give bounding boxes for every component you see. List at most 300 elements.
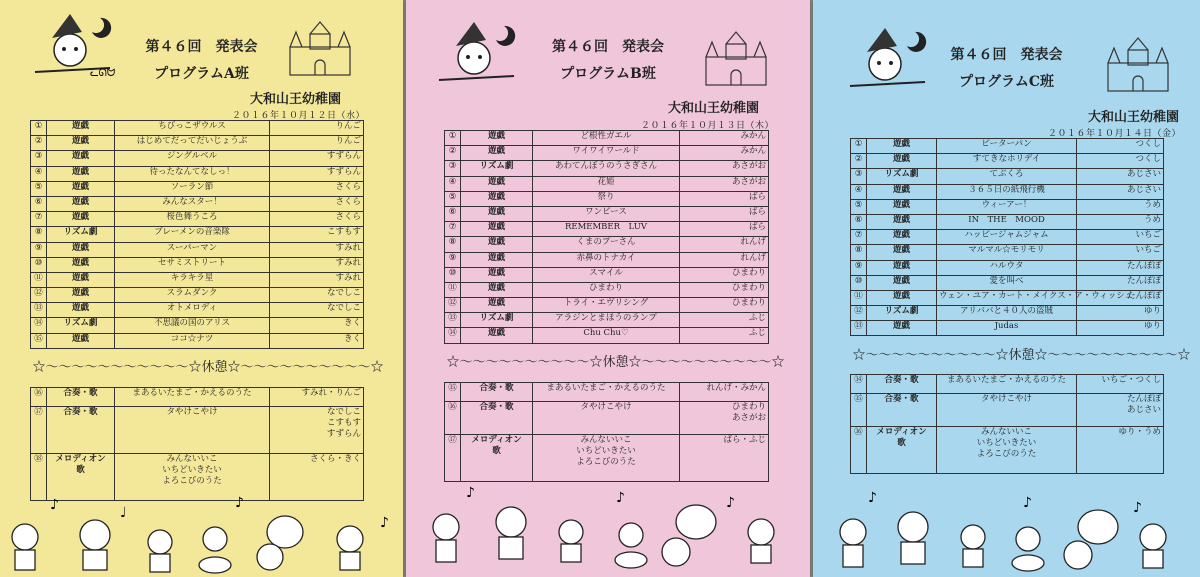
title-line: まあるいたまご・かえるのうた: [946, 375, 1066, 386]
program-row: [851, 245, 1164, 260]
class-line: ゆり・うめ: [1118, 427, 1161, 438]
svg-text:♪: ♪: [726, 495, 735, 511]
performance-type: 遊戯: [867, 260, 937, 275]
performance-type: 遊戯: [867, 214, 937, 229]
performance-title: ハッピージャムジャム: [937, 230, 1077, 245]
performance-type: 遊戯: [47, 212, 115, 227]
program-sheet-b: [406, 0, 810, 577]
break-row: [31, 348, 364, 387]
item-number: ②: [851, 154, 867, 169]
performance-title: [533, 382, 680, 401]
class-name: さくら: [270, 212, 364, 227]
break-text: ☆～～～～～～～～～～☆休憩☆～～～～～～～～～～☆: [446, 355, 785, 371]
performance-title: Judas: [937, 321, 1077, 336]
school-name: 大和山王幼稚園: [668, 101, 760, 116]
program-row: [851, 275, 1164, 290]
performance-type: リズム劇: [47, 227, 115, 242]
class-name: さくら: [270, 196, 364, 211]
item-number: ④: [445, 176, 461, 191]
performance-type: 遊戯: [461, 131, 533, 146]
class-name: さくら: [270, 181, 364, 196]
performance-title: トライ・エヴリシング: [533, 298, 680, 313]
performance-title: てぶくろ: [937, 169, 1077, 184]
performance-title: IN THE MOOD: [937, 214, 1077, 229]
class-name: りんご: [270, 121, 364, 136]
item-number: ⑮: [445, 382, 461, 401]
program-subtitle: プログラムA班: [154, 66, 249, 82]
class-name: れんげ: [680, 252, 769, 267]
class-name: あじさい: [1077, 184, 1164, 199]
program-row: [31, 406, 364, 453]
program-row: [445, 267, 769, 282]
class-line: ばら・ふじ: [723, 434, 766, 445]
class-name: りんご: [270, 136, 364, 151]
class-name: なでしこ: [270, 288, 364, 303]
svg-text:♪: ♪: [380, 515, 389, 531]
svg-text:♪: ♪: [616, 490, 625, 506]
title-line: まあるいたまご・かえるのうた: [132, 387, 252, 398]
class-name: こすもす: [270, 227, 364, 242]
performance-title: ウェン・ユア・カート・メイクス・ア・ウィッシュ: [937, 290, 1077, 305]
item-number: ⑫: [31, 288, 47, 303]
performance-title: 赤鼻のトナカイ: [533, 252, 680, 267]
performance-type: 遊戯: [47, 196, 115, 211]
performance-title: ジングルベル: [115, 151, 270, 166]
class-name: ひまわり: [680, 298, 769, 313]
item-number: ⑧: [31, 227, 47, 242]
performance-title: ピーターパン: [937, 139, 1077, 154]
item-number: ⑥: [31, 196, 47, 211]
program-row: [445, 328, 769, 343]
break-row: [851, 336, 1164, 375]
title-line: まあるいたまご・かえるのうた: [546, 382, 666, 393]
item-number: ⑪: [851, 290, 867, 305]
class-line: こすもす: [326, 417, 361, 428]
program-row: [445, 237, 769, 252]
item-number: ④: [31, 166, 47, 181]
program-row: [445, 401, 769, 434]
item-number: ⑦: [31, 212, 47, 227]
program-date: ２０１６年１０月１２日（水）: [232, 111, 366, 121]
item-number: ⑫: [445, 298, 461, 313]
class-name: ふじ: [680, 328, 769, 343]
class-name: [680, 382, 769, 401]
performance-title: ウィーアー！: [937, 199, 1077, 214]
svg-text:♪: ♪: [1133, 500, 1142, 516]
title-line: いちどいきたい: [976, 438, 1037, 449]
marching-band-icon: [813, 467, 1200, 577]
item-number: ⑬: [445, 313, 461, 328]
class-name: [270, 387, 364, 406]
class-name: [680, 401, 769, 434]
break-text: ☆～～～～～～～～～～～☆休憩☆～～～～～～～～～～☆: [32, 360, 384, 376]
program-row: [445, 176, 769, 191]
marching-band-icon: [406, 467, 810, 577]
class-name: たんぽぽ: [1077, 275, 1164, 290]
class-name: [1077, 394, 1164, 427]
program-sheet-a: [0, 0, 403, 577]
class-name: れんげ: [680, 237, 769, 252]
program-row: [445, 298, 769, 313]
performance-type: 遊戯: [867, 184, 937, 199]
item-number: ③: [31, 151, 47, 166]
class-name: いちご: [1077, 230, 1164, 245]
program-row: [445, 146, 769, 161]
class-line: あじさい: [1126, 405, 1161, 416]
program-row: [31, 257, 364, 272]
item-number: ⑨: [31, 242, 47, 257]
item-number: ⑰: [31, 406, 47, 453]
class-line: すずらん: [326, 428, 361, 439]
item-number: ⑬: [851, 321, 867, 336]
item-number: ②: [31, 136, 47, 151]
title-line: みんないいこ: [580, 434, 632, 445]
class-name: みかん: [680, 131, 769, 146]
item-number: ⑪: [31, 272, 47, 287]
performance-title: [533, 401, 680, 434]
item-number: ⑥: [445, 206, 461, 221]
class-name: すみれ: [270, 257, 364, 272]
program-row: [445, 252, 769, 267]
class-name: うめ: [1077, 199, 1164, 214]
program-row: [31, 151, 364, 166]
event-title: 第４６回 発表会: [950, 47, 1063, 63]
performance-type: 遊戯: [461, 191, 533, 206]
item-number: ⑩: [851, 275, 867, 290]
item-number: ⑥: [851, 214, 867, 229]
program-sheet-c: [813, 0, 1200, 577]
title-line: よろこびのうた: [576, 456, 636, 467]
class-name: [1077, 375, 1164, 394]
program-row: [445, 206, 769, 221]
program-row: [445, 191, 769, 206]
performance-title: ひまわり: [533, 282, 680, 297]
item-number: ⑪: [445, 282, 461, 297]
title-line: タやけこやけ: [580, 401, 632, 412]
class-name: ひまわり: [680, 282, 769, 297]
performance-title: ブレーメンの音楽隊: [115, 227, 270, 242]
item-number: ②: [445, 146, 461, 161]
break-text: ☆～～～～～～～～～～☆休憩☆～～～～～～～～～～☆: [852, 347, 1191, 363]
program-row: [31, 166, 364, 181]
performance-type: 遊戯: [461, 282, 533, 297]
item-number: ⑦: [851, 230, 867, 245]
item-number: ⑤: [445, 191, 461, 206]
item-number: ③: [851, 169, 867, 184]
performance-title: マルマル☆モリモリ: [937, 245, 1077, 260]
class-name: ふじ: [680, 313, 769, 328]
program-row: [445, 222, 769, 237]
performance-title: スマイル: [533, 267, 680, 282]
program-row: [31, 196, 364, 211]
performance-type: 遊戯: [47, 272, 115, 287]
break-row: [445, 343, 769, 382]
class-line: すみれ・りんご: [301, 387, 361, 398]
class-name: ばら: [680, 191, 769, 206]
class-name: あじさい: [1077, 169, 1164, 184]
performance-type: 遊戯: [47, 166, 115, 181]
performance-title: Chu Chu♡: [533, 328, 680, 343]
item-number: ⑯: [445, 401, 461, 434]
performance-title: セサミストリート: [115, 257, 270, 272]
performance-type: 遊戯: [47, 121, 115, 136]
item-number: ⑧: [851, 245, 867, 260]
class-name: つくし: [1077, 139, 1164, 154]
program-subtitle: プログラムB班: [560, 66, 656, 82]
program-row: [851, 306, 1164, 321]
performance-type: 合奏・歌: [47, 406, 115, 453]
performance-title: すてきなホリデイ: [937, 154, 1077, 169]
performance-title: ココ☆ナツ: [115, 333, 270, 348]
performance-type: 遊戯: [461, 267, 533, 282]
performance-type: 遊戯: [867, 139, 937, 154]
item-number: ⑯: [851, 427, 867, 474]
performance-title: 愛を叫べ: [937, 275, 1077, 290]
performance-title: アリババと４０人の盗賊: [937, 306, 1077, 321]
performance-title: ワイワイワールド: [533, 146, 680, 161]
performance-title: ハルウタ: [937, 260, 1077, 275]
performance-type: 遊戯: [47, 303, 115, 318]
performance-title: あわてんぼうのうさぎさん: [533, 161, 680, 176]
item-number: ①: [31, 121, 47, 136]
performance-type: 遊戯: [47, 151, 115, 166]
item-number: ⑩: [31, 257, 47, 272]
performance-title: 不思議の国のアリス: [115, 318, 270, 333]
event-title: 第４６回 発表会: [145, 39, 258, 55]
class-name: つくし: [1077, 154, 1164, 169]
svg-text:ᓚᘏᗢ: ᓚᘏᗢ: [90, 68, 116, 79]
program-table: [444, 130, 785, 482]
performance-title: ３６５日の紙飛行機: [937, 184, 1077, 199]
performance-type: リズム劇: [867, 169, 937, 184]
performance-title: REMEMBER LUV: [533, 222, 680, 237]
performance-type: 遊戯: [867, 290, 937, 305]
performance-type: 遊戯: [461, 206, 533, 221]
performance-type: メロディオン 歌: [47, 453, 115, 500]
svg-text:♩: ♩: [120, 505, 127, 521]
program-row: [851, 260, 1164, 275]
performance-type: 遊戯: [867, 230, 937, 245]
program-row: [851, 214, 1164, 229]
program-row: [31, 333, 364, 348]
performance-title: みんなスター！: [115, 196, 270, 211]
item-number: ⑨: [445, 252, 461, 267]
program-row: [851, 139, 1164, 154]
performance-type: 遊戯: [867, 199, 937, 214]
program-row: [445, 282, 769, 297]
class-name: たんぽぽ: [1077, 260, 1164, 275]
class-name: ゆり: [1077, 306, 1164, 321]
performance-type: 遊戯: [47, 257, 115, 272]
performance-type: 遊戯: [47, 333, 115, 348]
item-number: ⑰: [445, 434, 461, 481]
class-name: ゆり: [1077, 321, 1164, 336]
performance-type: メロディオン 歌: [867, 427, 937, 474]
class-name: すずらん: [270, 151, 364, 166]
class-name: すみれ: [270, 272, 364, 287]
svg-text:♪: ♪: [235, 495, 244, 511]
performance-type: メロディオン 歌: [461, 434, 533, 481]
item-number: ③: [445, 161, 461, 176]
title-line: いちどいきたい: [576, 445, 636, 456]
class-name: きく: [270, 333, 364, 348]
performance-title: くまのプーさん: [533, 237, 680, 252]
performance-type: 遊戯: [867, 245, 937, 260]
program-row: [31, 242, 364, 257]
class-name: ばら: [680, 222, 769, 237]
program-row: [31, 272, 364, 287]
performance-title: [937, 394, 1077, 427]
class-line: さくら・きく: [309, 453, 361, 464]
performance-type: 遊戯: [47, 136, 115, 151]
performance-title: はじめてだってだいじょうぶ: [115, 136, 270, 151]
class-line: れんげ・みかん: [706, 382, 766, 393]
item-number: ①: [851, 139, 867, 154]
program-row: [851, 230, 1164, 245]
item-number: ⑯: [31, 387, 47, 406]
performance-title: アラジンとまほうのランプ: [533, 313, 680, 328]
program-row: [31, 227, 364, 242]
performance-title: [115, 387, 270, 406]
performance-type: 合奏・歌: [867, 375, 937, 394]
performance-type: リズム劇: [461, 313, 533, 328]
item-number: ⑭: [851, 375, 867, 394]
performance-title: ソーラン節: [115, 181, 270, 196]
program-table: [30, 120, 384, 501]
performance-type: 遊戯: [461, 146, 533, 161]
program-row: [31, 136, 364, 151]
title-line: よろこびのうた: [162, 475, 222, 486]
class-name: あさがお: [680, 161, 769, 176]
item-number: ⑱: [31, 453, 47, 500]
item-number: ⑮: [851, 394, 867, 427]
svg-text:♪: ♪: [50, 497, 59, 513]
class-name: ばら: [680, 206, 769, 221]
performance-type: 遊戯: [461, 328, 533, 343]
performance-title: スラムダンク: [115, 288, 270, 303]
performance-type: 遊戯: [461, 252, 533, 267]
program-row: [851, 321, 1164, 336]
performance-type: 遊戯: [461, 298, 533, 313]
program-table: [850, 138, 1191, 474]
performance-type: 遊戯: [867, 275, 937, 290]
program-row: [851, 169, 1164, 184]
class-name: みかん: [680, 146, 769, 161]
class-name: たんぽぽ: [1077, 290, 1164, 305]
program-row: [851, 290, 1164, 305]
class-name: なでしこ: [270, 303, 364, 318]
program-row: [31, 121, 364, 136]
item-number: ①: [445, 131, 461, 146]
performance-type: リズム劇: [47, 318, 115, 333]
program-row: [31, 303, 364, 318]
performance-type: 合奏・歌: [461, 382, 533, 401]
class-line: あさがお: [731, 412, 766, 423]
performance-title: スーパーマン: [115, 242, 270, 257]
program-row: [31, 212, 364, 227]
performance-type: 遊戯: [867, 154, 937, 169]
item-number: ⑤: [31, 181, 47, 196]
performance-title: [937, 375, 1077, 394]
item-number: ⑤: [851, 199, 867, 214]
class-name: あさがお: [680, 176, 769, 191]
performance-type: 遊戯: [47, 242, 115, 257]
performance-title: 花姫: [533, 176, 680, 191]
item-number: ⑧: [445, 237, 461, 252]
performance-title: キラキラ星: [115, 272, 270, 287]
item-number: ⑦: [445, 222, 461, 237]
item-number: ⑨: [851, 260, 867, 275]
program-row: [445, 161, 769, 176]
class-line: たんぽぽ: [1126, 394, 1161, 405]
program-row: [851, 184, 1164, 199]
performance-title: 祭り: [533, 191, 680, 206]
item-number: ⑫: [851, 306, 867, 321]
item-number: ⑭: [445, 328, 461, 343]
class-name: うめ: [1077, 214, 1164, 229]
svg-text:♪: ♪: [466, 485, 475, 501]
program-subtitle: プログラムC班: [958, 74, 1054, 90]
performance-title: [115, 406, 270, 453]
program-row: [31, 387, 364, 406]
program-date: ２０１６年１０月１３日（木）: [641, 121, 775, 131]
title-line: みんないいこ: [166, 453, 218, 464]
program-row: [445, 313, 769, 328]
school-name: 大和山王幼稚園: [1088, 110, 1180, 125]
performance-title: ちびっこザウルス: [115, 121, 270, 136]
performance-title: ど根性ガエル: [533, 131, 680, 146]
performance-type: 遊戯: [461, 237, 533, 252]
class-name: すずらん: [270, 166, 364, 181]
svg-text:♪: ♪: [1023, 495, 1032, 511]
performance-type: 合奏・歌: [867, 394, 937, 427]
school-name: 大和山王幼稚園: [250, 92, 342, 107]
event-title: 第４６回 発表会: [552, 39, 664, 55]
item-number: ⑮: [31, 333, 47, 348]
title-line: タやけこやけ: [166, 406, 218, 417]
program-row: [851, 154, 1164, 169]
title-line: いちどいきたい: [162, 464, 222, 475]
performance-type: 遊戯: [47, 181, 115, 196]
title-line: みんないいこ: [980, 427, 1032, 438]
performance-type: 合奏・歌: [47, 387, 115, 406]
program-row: [445, 382, 769, 401]
performance-title: 待ったなんてなしっ！: [115, 166, 270, 181]
performance-title: オトメロディ: [115, 303, 270, 318]
program-row: [851, 199, 1164, 214]
performance-type: 遊戯: [461, 176, 533, 191]
performance-type: 合奏・歌: [461, 401, 533, 434]
program-row: [445, 131, 769, 146]
title-line: タやけこやけ: [980, 394, 1032, 405]
program-row: [851, 375, 1164, 394]
title-line: よろこびのうた: [976, 449, 1037, 460]
performance-type: リズム劇: [867, 306, 937, 321]
performance-type: 遊戯: [461, 222, 533, 237]
performance-title: ワンピース: [533, 206, 680, 221]
svg-text:♪: ♪: [868, 490, 877, 506]
class-name: いちご: [1077, 245, 1164, 260]
item-number: ⑬: [31, 303, 47, 318]
item-number: ④: [851, 184, 867, 199]
performance-title: 桜色舞うころ: [115, 212, 270, 227]
class-name: きく: [270, 318, 364, 333]
item-number: ⑩: [445, 267, 461, 282]
program-date: ２０１６年１０月１４日（金）: [1048, 129, 1182, 139]
class-name: ひまわり: [680, 267, 769, 282]
program-row: [31, 318, 364, 333]
program-row: [851, 394, 1164, 427]
